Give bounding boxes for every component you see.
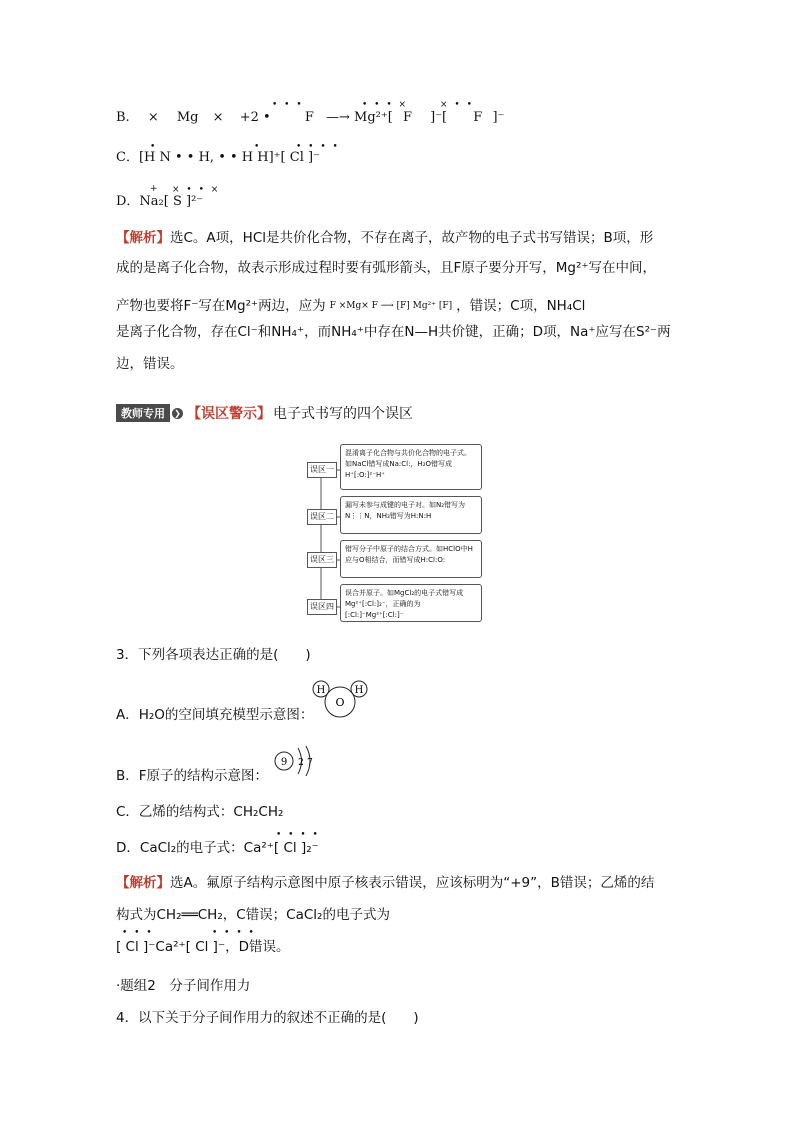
electron-dots: × • • × (172, 185, 221, 195)
analysis-line: 成的是离子化合物，故表示形成过程时要有弧形箭头，且F原子要分开写，Mg²⁺写在中间， (116, 260, 657, 276)
bracket: ]⁻ (492, 110, 505, 125)
analysis-line: 产物也要将F⁻写在Mg²⁺两边，应为 (116, 298, 326, 314)
mistake-zone-1: 误区一 (307, 462, 337, 478)
mistake-zone-4: 误区四 (307, 599, 337, 615)
mistake-zone-2: 误区二 (307, 509, 337, 525)
analysis-tag: 【解析】 (116, 875, 170, 891)
option-d: D．Na₂[ S ]²⁻ (116, 194, 204, 209)
mistake-text-1: 混淆离子化合物与共价化合物的电子式。如NaCl错写成Na:Cl:，H₂O错写成H⁺[:O:]²⁻H⁺ (340, 444, 482, 490)
f-symbol: F (304, 110, 314, 125)
mistake-text-4: 误合并原子。如MgCl₂的电子式错写成Mg²⁺[:Cl:]₂⁻，正确的为[:Cl:]⁻Mg²⁺[:Cl:]⁻ (340, 584, 482, 622)
analysis-line: ，错误；C项，NH₄Cl (456, 298, 586, 314)
f-symbol: F (402, 110, 412, 125)
electron-cross: × (212, 110, 224, 125)
fluorine-atom-diagram (272, 744, 322, 778)
atom-h: H (316, 685, 326, 696)
electron-dots: • • • • (212, 928, 256, 938)
analysis-line: 构式为CH₂══CH₂，C错误；CaCl₂的电子式为 (116, 907, 390, 923)
analysis-line: 选A。氟原子结构示意图中原子核表示错误，应该标明为“+9”，B错误；乙烯的结 (170, 875, 655, 891)
mistake-text-3: 错写分子中原子的结合方式。如HClO中H应与O相结合，而错写成H:Cl:O: (340, 540, 482, 578)
formation-formula: F ×Mg× F ⟶ [F] Mg²⁺ [F] (329, 301, 453, 311)
analysis-line: 是离子化合物，存在Cl⁻和NH₄⁺，而NH₄⁺中存在N—H共价键，正确；D项，Na⁺应写在S²⁻两 (116, 324, 671, 340)
electron-dots: • (254, 142, 262, 152)
charge-plus: + (150, 184, 160, 194)
warning-title: 电子式书写的四个误区 (273, 406, 413, 422)
electron-cross: × (147, 110, 159, 125)
electron-dots: • • • (272, 100, 304, 110)
electron-dots: • • • • (276, 830, 320, 840)
q3-analysis (116, 873, 681, 957)
shell-electrons: 7 (307, 758, 313, 768)
analysis-line: [ Cl ]⁻Ca²⁺[ Cl ]⁻，D错误。 (116, 939, 290, 955)
electron-dots: • (150, 142, 158, 152)
q3-option-c: C．乙烯的结构式：CH₂CH₂ (116, 804, 284, 820)
f-symbol: F (473, 110, 483, 125)
q2-analysis (116, 228, 681, 374)
q4-stem: 4．以下关于分子间作用力的叙述不正确的是( ) (116, 1010, 419, 1026)
q3-stem: 3．下列各项表达正确的是( ) (116, 647, 311, 663)
teacher-badge: 教师专用 (116, 404, 170, 422)
reaction-arrow: —→ (325, 110, 350, 125)
atom-o: O (335, 696, 345, 709)
coefficient: +2 • (239, 110, 271, 125)
electron-dots: • • • (122, 928, 154, 938)
warning-tag: 【误区警示】 (187, 406, 271, 422)
electron-dots: • • • • (296, 142, 340, 152)
electron-dots: × • • (440, 100, 474, 110)
shell-electrons: 2 (298, 758, 304, 768)
water-space-filling-model (312, 680, 372, 722)
option-c: C．[H N • • H, • • H H]⁺[ Cl ]⁻ (116, 150, 320, 165)
bracket: ]⁻[ (430, 110, 448, 125)
electron-dots: • • • × (362, 100, 409, 110)
group2-title: ·题组2 分子间作用力 (116, 978, 251, 994)
arrow-icon: ❯ (172, 408, 183, 419)
mistake-zone-3: 误区三 (307, 552, 337, 568)
analysis-tag: 【解析】 (116, 230, 170, 246)
q3-option-d: D．CaCl₂的电子式：Ca²⁺[ Cl ]₂⁻ (116, 840, 319, 856)
mg-symbol: Mg (176, 110, 199, 125)
mg-ion: Mg²⁺[ (354, 110, 393, 125)
nucleus-charge: 9 (280, 757, 288, 768)
option-b (116, 108, 504, 128)
option-b-label: B. (116, 110, 130, 125)
analysis-line: 边，错误。 (116, 356, 184, 372)
atom-h: H (354, 685, 364, 696)
q3-option-a: A．H₂O的空间填充模型示意图： (116, 707, 314, 723)
mistake-text-2: 漏写未参与成键的电子对。如N₂错写为N⋮⋮N，NH₃错写为H:N:H (340, 496, 482, 534)
analysis-line: 选C。A项，HCl是共价化合物，不存在离子，故产物的电子式书写错误；B项，形 (170, 230, 654, 246)
teacher-only-header (116, 404, 413, 422)
q3-option-b: B．F原子的结构示意图： (116, 768, 269, 784)
